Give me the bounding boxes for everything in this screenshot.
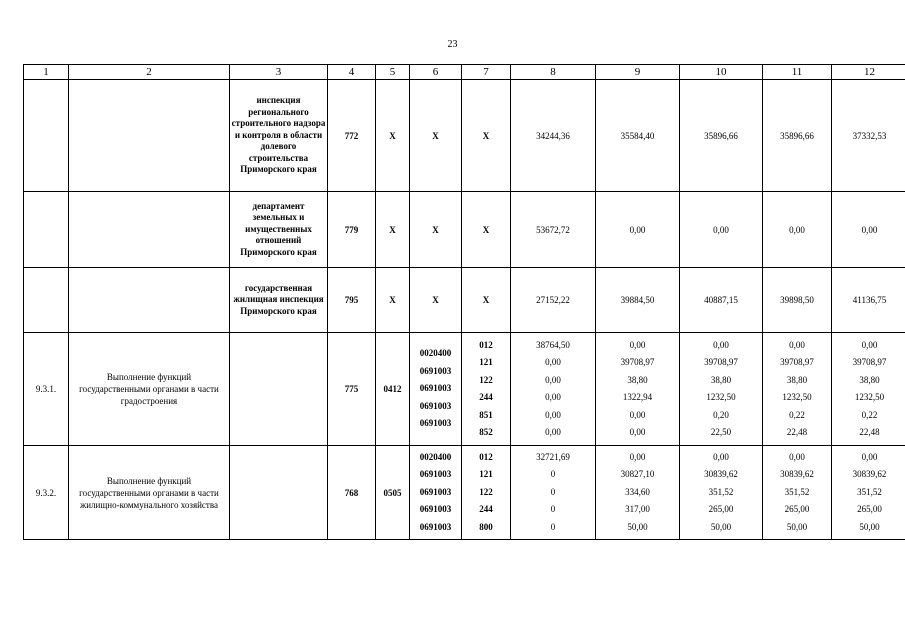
header-cell: 9 — [596, 65, 680, 80]
organization-cell — [230, 333, 328, 446]
ministry-code-cell: 768 — [328, 446, 376, 540]
value: 38,80 — [859, 374, 880, 385]
value: 1232,50 — [706, 392, 736, 402]
value-cell: 35896,66 — [680, 80, 763, 192]
expense-type-code: 851 — [479, 409, 493, 420]
expense-type-cell: X — [462, 80, 511, 192]
header-cell: 12 — [832, 65, 905, 80]
expense-type-code: 012 — [479, 451, 493, 462]
target-article-cell: X — [410, 80, 462, 192]
value-cell: 37332,53 — [832, 80, 905, 192]
target-article-code: 0020400 — [419, 451, 452, 462]
value-cell: 34244,36 — [511, 80, 596, 192]
value: 0,00 — [789, 339, 805, 350]
description-cell — [69, 268, 230, 333]
section-code-cell: X — [376, 192, 410, 268]
value: 0,00 — [545, 357, 561, 367]
target-article-code: 0691003 — [419, 418, 452, 429]
expense-type-cell — [462, 333, 511, 446]
target-article-code: 0691003 — [419, 486, 452, 497]
value: 334,60 — [625, 486, 650, 497]
value-cell: 53672,72 — [511, 192, 596, 268]
value-cell: 39898,50 — [763, 268, 832, 333]
row-number-cell — [24, 268, 69, 333]
value: 265,00 — [708, 504, 734, 515]
target-article-cell — [410, 333, 462, 446]
value: 0,00 — [713, 339, 729, 350]
table-header-row — [24, 65, 905, 80]
value: 0 — [550, 521, 556, 532]
value: 50,00 — [786, 521, 808, 532]
value-cell — [680, 446, 763, 540]
value: 351,52 — [708, 486, 734, 497]
header-cell: 4 — [328, 65, 376, 80]
value: 0,00 — [861, 339, 878, 350]
value: 0,22 — [789, 409, 805, 420]
value: 1232,50 — [854, 392, 885, 402]
value: 32721,69 — [536, 451, 570, 462]
value: 30839,62 — [780, 469, 814, 480]
organization-cell: инспекция регионального строительного надзора и контроля в области долевого строительства Приморского края — [230, 80, 328, 192]
value-cell: 40887,15 — [680, 268, 763, 333]
ministry-code-cell: 795 — [328, 268, 376, 333]
value: 265,00 — [857, 504, 882, 515]
row-number-cell: 9.3.2. — [24, 446, 69, 540]
target-article-code: 0691003 — [419, 521, 452, 532]
table-row — [24, 80, 905, 192]
value: 0,00 — [861, 451, 878, 462]
target-article-code: 0691003 — [419, 365, 452, 376]
value: 0,00 — [545, 427, 561, 437]
header-cell: 6 — [410, 65, 462, 80]
value: 0,20 — [713, 409, 729, 420]
value-cell: 39884,50 — [596, 268, 680, 333]
target-article-code: 0691003 — [419, 504, 452, 515]
ministry-code-cell: 772 — [328, 80, 376, 192]
value: 0 — [550, 504, 556, 515]
expense-type-code: 122 — [479, 486, 493, 497]
header-cell: 3 — [230, 65, 328, 80]
value: 0,00 — [629, 451, 646, 462]
value: 265,00 — [784, 504, 810, 515]
expense-type-code: 244 — [479, 392, 493, 402]
header-cell: 2 — [69, 65, 230, 80]
value: 22,48 — [859, 427, 880, 437]
expense-type-code: 244 — [479, 504, 493, 515]
value: 0,00 — [789, 451, 805, 462]
section-code-cell: X — [376, 268, 410, 333]
expense-type-code: 012 — [479, 339, 493, 350]
value: 0,00 — [545, 409, 561, 420]
value: 0,00 — [629, 427, 646, 437]
value: 22,48 — [786, 427, 808, 437]
expense-type-code: 800 — [479, 521, 493, 532]
value: 39708,97 — [780, 357, 814, 367]
value-cell: 0,00 — [832, 192, 905, 268]
organization-cell: департамент земельных и имущественных отношений Приморского края — [230, 192, 328, 268]
value: 317,00 — [625, 504, 650, 515]
header-cell: 5 — [376, 65, 410, 80]
table-row — [24, 333, 905, 446]
description-cell: Выполнение функций государственными органами в части градостроения — [69, 333, 230, 446]
value: 0,00 — [629, 409, 646, 420]
value-cell — [680, 333, 763, 446]
section-code-cell: 0505 — [376, 446, 410, 540]
table-row — [24, 268, 905, 333]
row-number-cell — [24, 192, 69, 268]
value-cell: 0,00 — [596, 192, 680, 268]
value: 39708,97 — [704, 357, 738, 367]
value-cell: 0,00 — [680, 192, 763, 268]
value: 50,00 — [859, 521, 880, 532]
value-cell: 35584,40 — [596, 80, 680, 192]
value-cell — [763, 446, 832, 540]
value-cell: 41136,75 — [832, 268, 905, 333]
target-article-cell — [410, 446, 462, 540]
row-number-cell — [24, 80, 69, 192]
target-article-code: 0691003 — [419, 469, 452, 480]
header-cell: 1 — [24, 65, 69, 80]
ministry-code-cell: 779 — [328, 192, 376, 268]
description-cell: Выполнение функций государственными органами в части жилищно-коммунального хозяйства — [69, 446, 230, 540]
value: 0,00 — [629, 339, 646, 350]
value: 351,52 — [784, 486, 810, 497]
expense-type-cell: X — [462, 268, 511, 333]
organization-cell: государственная жилищная инспекция Приморского края — [230, 268, 328, 333]
value: 1322,94 — [622, 392, 653, 402]
expense-type-cell: X — [462, 192, 511, 268]
value: 39708,97 — [852, 357, 887, 367]
value: 0 — [550, 486, 556, 497]
budget-table — [23, 64, 905, 540]
table-row — [24, 192, 905, 268]
value: 39708,97 — [620, 357, 655, 367]
value: 30827,10 — [620, 469, 655, 480]
target-article-cell: X — [410, 192, 462, 268]
value: 38,80 — [627, 374, 648, 385]
value: 0,00 — [545, 392, 561, 402]
value-cell — [511, 333, 596, 446]
value: 351,52 — [857, 486, 882, 497]
expense-type-code: 121 — [479, 469, 493, 480]
value-cell — [596, 333, 680, 446]
header-cell: 7 — [462, 65, 511, 80]
value-cell: 35896,66 — [763, 80, 832, 192]
value-cell: 0,00 — [763, 192, 832, 268]
value-cell — [596, 446, 680, 540]
value-cell — [763, 333, 832, 446]
value: 30839,62 — [704, 469, 738, 480]
expense-type-cell — [462, 446, 511, 540]
target-article-code: 0691003 — [419, 400, 452, 411]
value-cell — [511, 446, 596, 540]
header-cell: 11 — [763, 65, 832, 80]
value-cell: 27152,22 — [511, 268, 596, 333]
value: 0,22 — [861, 409, 878, 420]
section-code-cell: 0412 — [376, 333, 410, 446]
header-cell: 8 — [511, 65, 596, 80]
header-cell: 10 — [680, 65, 763, 80]
value: 0,00 — [713, 451, 729, 462]
target-article-cell: X — [410, 268, 462, 333]
value: 38,80 — [710, 374, 732, 385]
value: 50,00 — [710, 521, 732, 532]
table-row — [24, 446, 905, 540]
target-article-code: 0020400 — [419, 348, 452, 359]
target-article-code: 0691003 — [419, 383, 452, 394]
ministry-code-cell: 775 — [328, 333, 376, 446]
value: 38764,50 — [536, 339, 570, 350]
value: 0,00 — [545, 374, 561, 385]
expense-type-code: 852 — [479, 427, 493, 437]
row-number-cell: 9.3.1. — [24, 333, 69, 446]
description-cell — [69, 192, 230, 268]
expense-type-code: 122 — [479, 374, 493, 385]
value: 22,50 — [710, 427, 732, 437]
value: 1232,50 — [782, 392, 812, 402]
section-code-cell: X — [376, 80, 410, 192]
value: 38,80 — [786, 374, 808, 385]
organization-cell — [230, 446, 328, 540]
value-cell — [832, 333, 905, 446]
value: 30839,62 — [852, 469, 887, 480]
expense-type-code: 121 — [479, 357, 493, 367]
value: 50,00 — [627, 521, 648, 532]
value: 0 — [550, 469, 556, 480]
page-number: 23 — [447, 39, 458, 50]
value-cell — [832, 446, 905, 540]
description-cell — [69, 80, 230, 192]
